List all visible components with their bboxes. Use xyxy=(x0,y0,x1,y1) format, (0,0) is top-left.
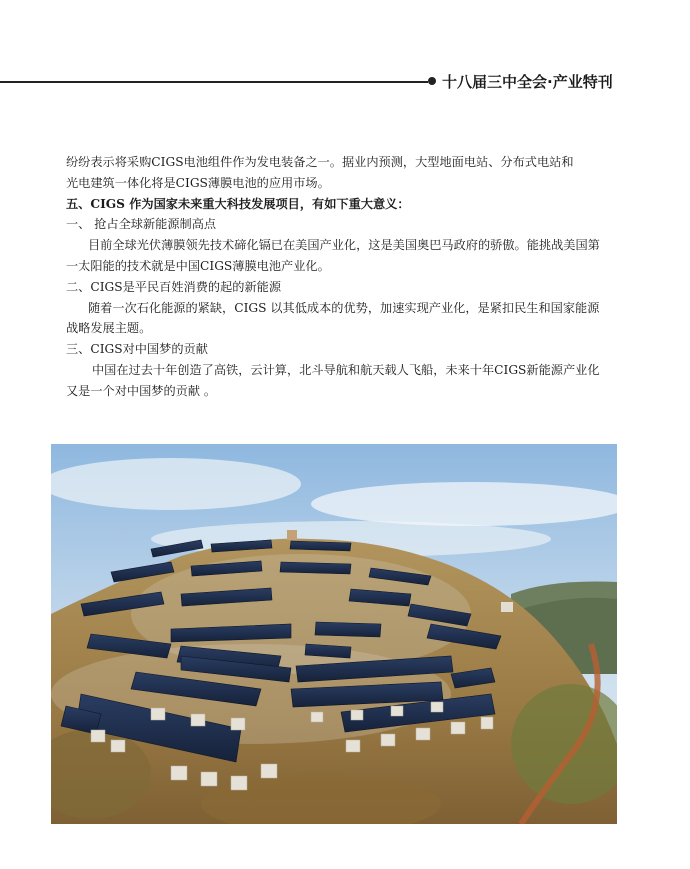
paragraph-line: 战略发展主题。 xyxy=(66,321,152,336)
header-bullet-dot xyxy=(428,77,436,85)
paragraph-line: 随着一次石化能源的紧缺，CIGS 以其低成本的优势，加速实现产业化，是紧扣民生和国家能源 xyxy=(88,300,600,315)
page-header xyxy=(0,70,690,94)
point-heading: 一、 抢占全球新能源制高点 xyxy=(66,217,217,232)
point-heading: 二、CIGS是平民百姓消费的起的新能源 xyxy=(66,279,282,294)
article-body xyxy=(66,152,626,402)
header-title: 十八届三中全会·产业特刊 xyxy=(442,73,613,91)
section-heading: 五、CIGS 作为国家未来重大科技发展项目，有如下重大意义： xyxy=(66,196,410,211)
paragraph-line: 中国在过去十年创造了高铁，云计算，北斗导航和航天载人飞船，未来十年CIGS新能源产业化 xyxy=(92,362,600,377)
paragraph-line: 又是一个对中国梦的贡献 。 xyxy=(66,383,217,398)
paragraph-line: 目前全球光伏薄膜领先技术碲化镉已在美国产业化，这是美国奥巴马政府的骄傲。能挑战美国第 xyxy=(88,238,600,253)
point-heading: 三、CIGS对中国梦的贡献 xyxy=(66,342,208,357)
paragraph-line: 纷纷表示将采购CIGS电池组件作为发电装备之一。据业内预测，大型地面电站、分布式电站和 xyxy=(66,155,574,169)
solar-farm-photo xyxy=(51,444,617,824)
header-rule xyxy=(0,81,428,83)
paragraph-line: 光电建筑一体化将是CIGS薄膜电池的应用市场。 xyxy=(66,175,330,190)
solar-farm-illustration xyxy=(51,444,617,824)
paragraph-line: 一太阳能的技术就是中国CIGS薄膜电池产业化。 xyxy=(66,258,330,273)
